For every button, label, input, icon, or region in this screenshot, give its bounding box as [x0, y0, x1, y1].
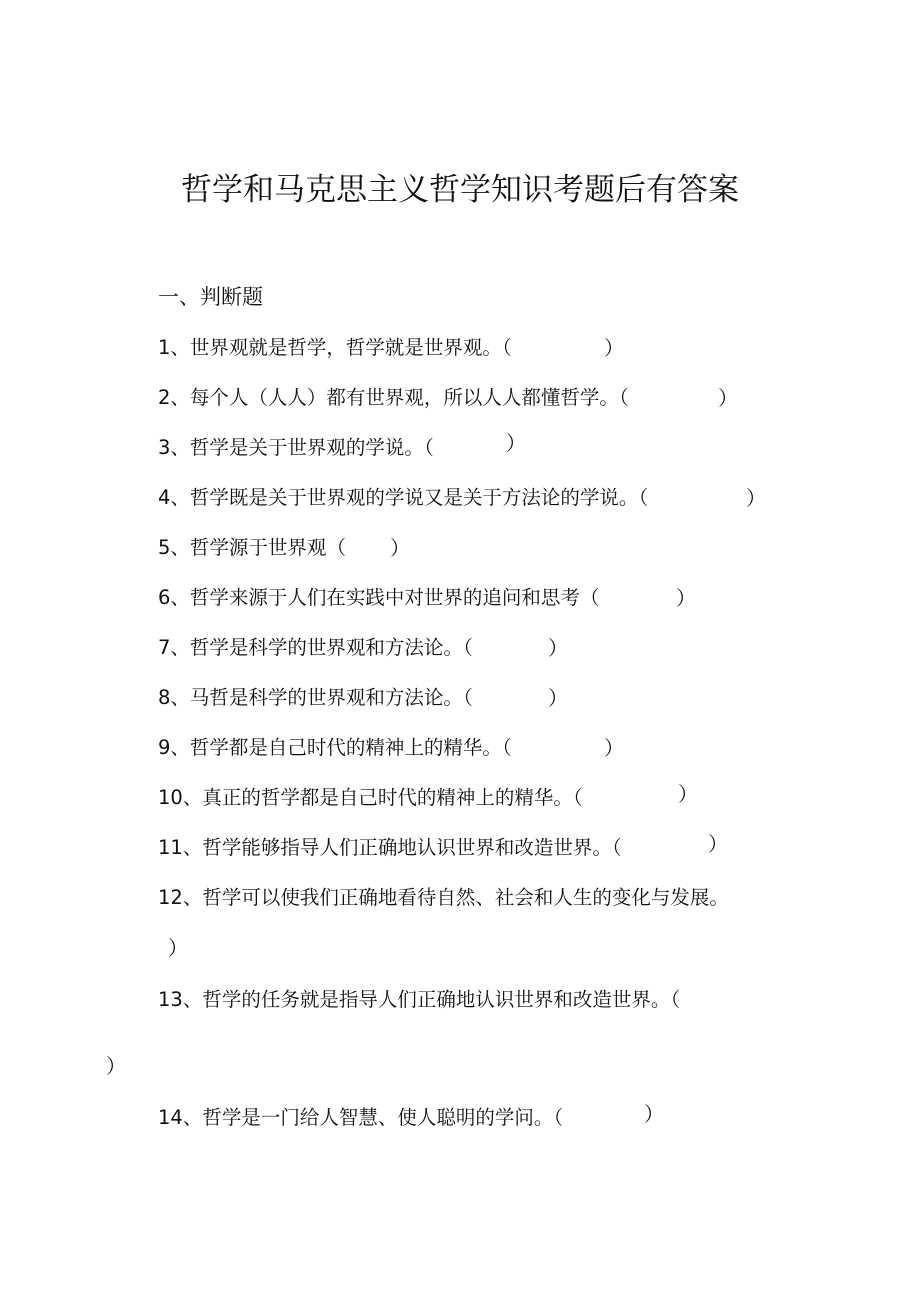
answer-close-paren: ）	[678, 782, 698, 806]
question-text: 哲学是关于世界观的学说。	[189, 436, 424, 459]
answer-close-paren: ）	[708, 832, 728, 856]
answer-open-paren: （	[611, 836, 622, 859]
question-text: 哲学的任务就是指导人们正确地认识世界和改造世界。	[202, 988, 671, 1011]
question-item	[158, 484, 648, 512]
question-text: 真正的哲学都是自己时代的精神上的精华。	[202, 786, 573, 809]
question-text: 哲学都是自己时代的精神上的精华。	[189, 736, 502, 759]
answer-open-paren: （	[572, 786, 583, 809]
question-number: 13、	[158, 988, 203, 1011]
question-text: 哲学源于世界观	[189, 536, 327, 559]
answer-open-paren: （	[462, 686, 473, 709]
question-item	[158, 534, 346, 562]
answer-open-paren: （	[501, 736, 512, 759]
question-item	[158, 384, 629, 412]
question-number: 5、	[158, 536, 190, 559]
answer-close-paren: ）	[604, 336, 624, 360]
question-item	[158, 986, 680, 1014]
question-text: 世界观就是哲学，哲学就是世界观。	[189, 336, 502, 359]
question-number: 14、	[158, 1106, 203, 1129]
question-text: 每个人（人人）都有世界观，所以人人都懂哲学。	[189, 386, 619, 409]
question-item	[158, 684, 473, 712]
answer-close-paren: ）	[548, 686, 568, 710]
question-item	[158, 584, 599, 612]
question-text: 哲学来源于人们在实践中对世界的追问和思考	[189, 586, 580, 609]
document-title: 哲学和马克思主义哲学知识考题后有答案	[181, 172, 739, 208]
question-text: 哲学是一门给人智慧、使人聪明的学问。	[202, 1106, 554, 1129]
question-text: 哲学既是关于世界观的学说又是关于方法论的学说。	[189, 486, 639, 509]
question-item	[158, 1104, 563, 1132]
answer-open-paren: （	[553, 1106, 564, 1129]
question-text: 哲学可以使我们正确地看待自然、社会和人生的变化与发展。	[202, 886, 729, 909]
question-text: 哲学能够指导人们正确地认识世界和改造世界。	[202, 836, 612, 859]
answer-close-paren: ）	[746, 486, 766, 510]
question-number: 9、	[158, 736, 190, 759]
question-number: 8、	[158, 686, 190, 709]
answer-open-paren: （	[579, 586, 600, 609]
answer-open-paren: （	[326, 536, 346, 559]
answer-close-paren: ）	[604, 736, 624, 760]
answer-close-paren: ）	[548, 636, 568, 660]
answer-open-paren: （	[638, 486, 649, 509]
answer-close-paren: ）	[390, 536, 410, 560]
question-number: 3、	[158, 436, 190, 459]
question-item	[158, 634, 473, 662]
question-number: 4、	[158, 486, 190, 509]
question-number: 11、	[158, 836, 203, 859]
answer-close-paren: ）	[106, 1054, 126, 1078]
question-item	[158, 884, 729, 912]
answer-open-paren: （	[670, 988, 681, 1011]
question-item	[158, 784, 583, 812]
answer-open-paren: （	[423, 436, 434, 459]
answer-close-paren: ）	[676, 586, 696, 610]
question-number: 12、	[158, 886, 203, 909]
question-number: 6、	[158, 586, 190, 609]
answer-open-paren: （	[462, 636, 473, 659]
question-number: 10、	[158, 786, 203, 809]
answer-close-paren: ）	[644, 1102, 664, 1126]
question-text: 哲学是科学的世界观和方法论。	[189, 636, 463, 659]
question-item	[158, 434, 434, 462]
answer-open-paren: （	[501, 336, 512, 359]
section-heading: 一、判断题	[158, 285, 263, 309]
answer-close-paren: ）	[168, 936, 188, 960]
question-item	[158, 334, 512, 362]
question-text: 马哲是科学的世界观和方法论。	[189, 686, 463, 709]
answer-open-paren: （	[618, 386, 629, 409]
answer-close-paren: ）	[506, 431, 526, 455]
answer-close-paren: ）	[718, 386, 738, 410]
question-number: 7、	[158, 636, 190, 659]
question-number: 2、	[158, 386, 190, 409]
question-number: 1、	[158, 336, 190, 359]
question-item	[158, 734, 512, 762]
question-item	[158, 834, 622, 862]
